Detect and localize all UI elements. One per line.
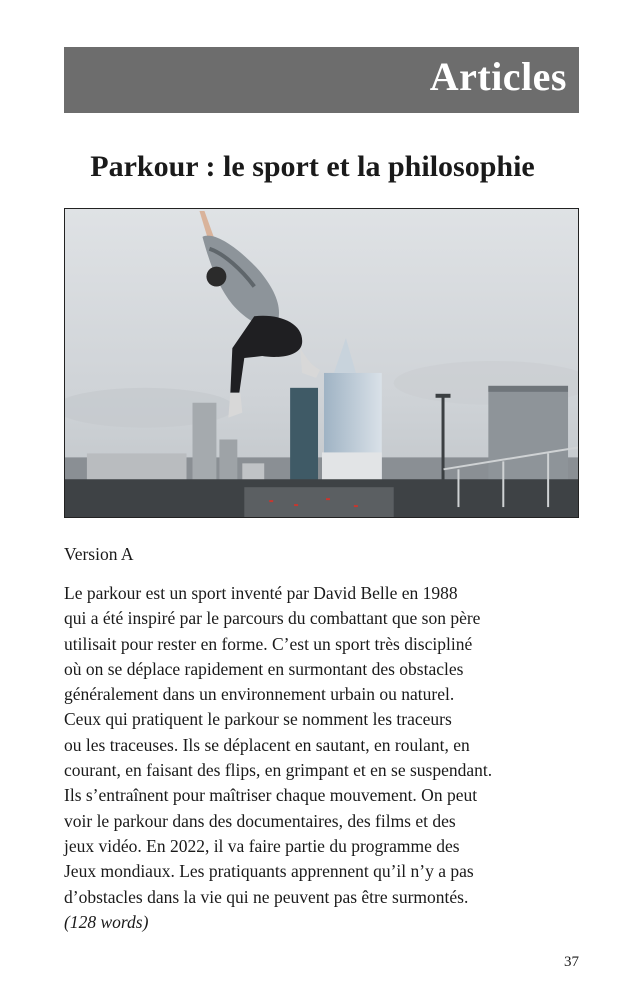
article-body: [64, 581, 579, 935]
body-line: Le parkour est un sport inventé par David Belle en 1988: [64, 583, 458, 603]
body-line: généralement dans un environnement urbain ou naturel.: [64, 684, 455, 705]
body-line: courant, en faisant des flips, en grimpant et en se suspendant.: [64, 760, 493, 781]
body-line: utilisait pour rester en forme. C’est un sport très discipliné: [64, 633, 473, 654]
body-line: Ceux qui pratiquent le parkour se nomment les traceurs: [64, 709, 452, 730]
section-banner-label: Articles: [429, 54, 567, 99]
body-line: Ils s’entraînent pour maîtriser chaque mouvement. On peut: [64, 785, 478, 806]
body-line: où on se déplace rapidement en surmontant des obstacles: [64, 658, 464, 679]
page-number: 37: [564, 954, 579, 970]
body-line: voir le parkour dans des documentaires, des films et des: [64, 810, 456, 831]
body-line: jeux vidéo. En 2022, il va faire partie du programme des: [64, 835, 460, 856]
body-line: qui a été inspiré par le parcours du combattant que son père: [64, 608, 481, 629]
article-photo: [64, 208, 579, 518]
parkour-city-photo: [65, 209, 578, 517]
body-line: Jeux mondiaux. Les pratiquants apprennent qu’il n’y a pas: [64, 861, 474, 882]
version-label: Version A: [64, 544, 134, 564]
body-line: d’obstacles dans la vie qui ne peuvent pas être surmontés.: [64, 886, 469, 907]
word-count: (128 words): [64, 911, 149, 932]
article-title: Parkour : le sport et la philosophie: [90, 150, 535, 183]
body-line: ou les traceuses. Ils se déplacent en sautant, en roulant, en: [64, 734, 470, 755]
section-banner: [64, 47, 579, 113]
